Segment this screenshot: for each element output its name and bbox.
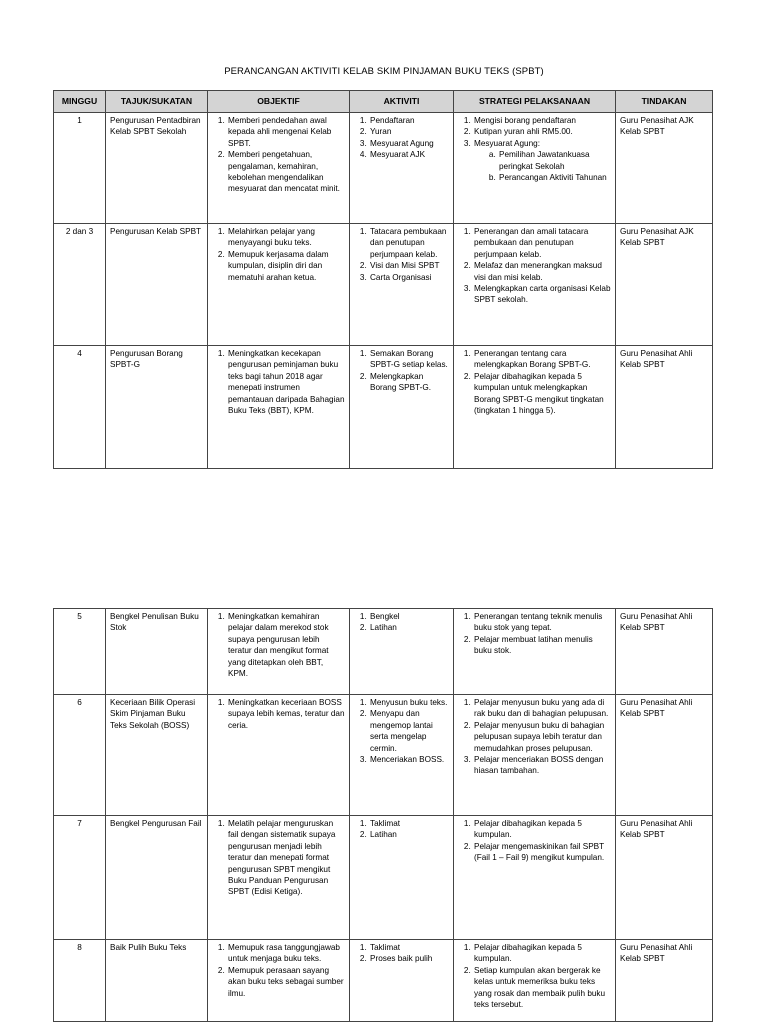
tindakan-cell: Guru Penasihat Ahli Kelab SPBT xyxy=(616,940,713,1022)
list-item: 1. Pelajar dibahagikan kepada 5 kumpulan. xyxy=(473,818,611,841)
tajuk-cell: Baik Pulih Buku Teks xyxy=(106,940,208,1022)
list-item: b. Perancangan Aktiviti Tahunan xyxy=(498,172,611,183)
list-item: 1. Taklimat xyxy=(369,818,449,829)
table-row xyxy=(54,940,713,1022)
list-item: 2. Menyapu dan mengemop lantai serta mengelap cermin. xyxy=(369,708,449,754)
minggu-cell: 5 xyxy=(54,609,106,695)
aktiviti-list xyxy=(354,611,449,634)
strategi-cell xyxy=(454,940,616,1022)
minggu-cell: 7 xyxy=(54,816,106,940)
list-item: 1. Meningkatkan keceriaan BOSS supaya lebih kemas, teratur dan ceria. xyxy=(227,697,345,731)
tindakan-cell: Guru Penasihat AJK Kelab SPBT xyxy=(616,113,713,224)
strategi-list xyxy=(458,348,611,416)
table-row xyxy=(54,113,713,224)
aktiviti-cell xyxy=(350,816,454,940)
objektif-list xyxy=(212,611,345,679)
table-header-row xyxy=(54,91,713,113)
header-tindakan: TINDAKAN xyxy=(616,91,713,113)
list-item: 1. Meningkatkan kemahiran pelajar dalam merekod stok supaya pengurusan lebih teratur dan mengikut format yang ditetapkan oleh BBT, KPM. xyxy=(227,611,345,679)
list-item: 1. Mengisi borang pendaftaran xyxy=(473,115,611,126)
table-row xyxy=(54,695,713,816)
aktiviti-list xyxy=(354,942,449,965)
list-item: 1. Bengkel xyxy=(369,611,449,622)
list-item: 2. Melafaz dan menerangkan maksud visi dan misi kelab. xyxy=(473,260,611,283)
activity-table-page-2 xyxy=(53,608,713,1022)
objektif-list xyxy=(212,115,345,195)
aktiviti-list xyxy=(354,348,449,394)
objektif-cell xyxy=(208,816,350,940)
list-item: 1. Pendaftaran xyxy=(369,115,449,126)
list-item: 3. Melengkapkan carta organisasi Kelab SPBT sekolah. xyxy=(473,283,611,306)
list-item: 1. Penerangan tentang teknik menulis buku stok yang tepat. xyxy=(473,611,611,634)
table-row xyxy=(54,816,713,940)
aktiviti-cell xyxy=(350,113,454,224)
list-item: 3. Mesyuarat Agung xyxy=(369,138,449,149)
list-item: 1. Semakan Borang SPBT-G setiap kelas. xyxy=(369,348,449,371)
list-item: 1. Menyusun buku teks. xyxy=(369,697,449,708)
aktiviti-cell xyxy=(350,609,454,695)
list-item: 2. Memberi pengetahuan, pengalaman, kemahiran, kebolehan mengendalikan mesyuarat dan mencatat minit. xyxy=(227,149,345,195)
list-item: 2. Latihan xyxy=(369,829,449,840)
tajuk-cell: Bengkel Pengurusan Fail xyxy=(106,816,208,940)
list-item: 1. Melatih pelajar menguruskan fail dengan sistematik supaya pengurusan menjadi lebih teratur dan menepati format pengurusan SPBT mengikut Buku Panduan Pengurusan SPBT (Edisi Ketiga). xyxy=(227,818,345,898)
strategi-cell xyxy=(454,346,616,469)
list-item: 1. Pelajar dibahagikan kepada 5 kumpulan. xyxy=(473,942,611,965)
header-minggu: MINGGU xyxy=(54,91,106,113)
list-item: 1. Pelajar menyusun buku yang ada di rak buku dan di bahagian pelupusan. xyxy=(473,697,611,720)
objektif-cell xyxy=(208,695,350,816)
aktiviti-list xyxy=(354,115,449,161)
list-item: 1. Memupuk rasa tanggungjawab untuk menjaga buku teks. xyxy=(227,942,345,965)
header-tajuk: TAJUK/SUKATAN xyxy=(106,91,208,113)
table-row xyxy=(54,346,713,469)
list-item: 1. Penerangan tentang cara melengkapkan Borang SPBT-G. xyxy=(473,348,611,371)
table-row xyxy=(54,224,713,346)
list-item: 2. Pelajar mengemaskinikan fail SPBT (Fail 1 – Fail 9) mengikut kumpulan. xyxy=(473,841,611,864)
minggu-cell: 2 dan 3 xyxy=(54,224,106,346)
strategi-cell xyxy=(454,224,616,346)
header-strategi: STRATEGI PELAKSANAAN xyxy=(454,91,616,113)
strategi-list xyxy=(458,697,611,777)
tindakan-cell: Guru Penasihat Ahli Kelab SPBT xyxy=(616,609,713,695)
strategi-sub-list xyxy=(474,149,611,183)
strategi-cell xyxy=(454,695,616,816)
list-item: 2. Pelajar dibahagikan kepada 5 kumpulan untuk melengkapkan Borang SPBT-G mengikut tingkatan (tingkatan 1 hingga 5). xyxy=(473,371,611,417)
objektif-list xyxy=(212,942,345,999)
list-item: 3. Menceriakan BOSS. xyxy=(369,754,449,765)
list-item: 1. Meningkatkan kecekapan pengurusan peminjaman buku teks bagi tahun 2018 agar menepati instrumen pemantauan daripada Bahagian Buku Teks (BBT), KPM. xyxy=(227,348,345,416)
list-item: 1. Memberi pendedahan awal kepada ahli mengenai Kelab SPBT. xyxy=(227,115,345,149)
list-item: 2. Latihan xyxy=(369,622,449,633)
objektif-list xyxy=(212,818,345,898)
strategi-cell xyxy=(454,113,616,224)
objektif-list xyxy=(212,348,345,416)
objektif-list xyxy=(212,697,345,731)
table-row xyxy=(54,609,713,695)
minggu-cell: 1 xyxy=(54,113,106,224)
minggu-cell: 4 xyxy=(54,346,106,469)
aktiviti-list xyxy=(354,818,449,841)
tajuk-cell: Pengurusan Pentadbiran Kelab SPBT Sekolah xyxy=(106,113,208,224)
tajuk-cell: Pengurusan Borang SPBT-G xyxy=(106,346,208,469)
strategi-cell xyxy=(454,816,616,940)
list-item: 2. Pelajar menyusun buku di bahagian pelupusan supaya lebih teratur dan memudahkan proses pelupusan. xyxy=(473,720,611,754)
aktiviti-list xyxy=(354,697,449,765)
objektif-cell xyxy=(208,113,350,224)
list-item: 1. Tatacara pembukaan dan penutupan perjumpaan kelab. xyxy=(369,226,449,260)
list-item: 2. Pelajar membuat latihan menulis buku stok. xyxy=(473,634,611,657)
tajuk-cell: Bengkel Penulisan Buku Stok xyxy=(106,609,208,695)
minggu-cell: 6 xyxy=(54,695,106,816)
aktiviti-cell xyxy=(350,695,454,816)
list-item: 3. Pelajar menceriakan BOSS dengan hiasan tambahan. xyxy=(473,754,611,777)
list-item: 2. Melengkapkan Borang SPBT-G. xyxy=(369,371,449,394)
header-aktiviti: AKTIVITI xyxy=(350,91,454,113)
objektif-list xyxy=(212,226,345,283)
objektif-cell xyxy=(208,940,350,1022)
list-item: 2. Proses baik pulih xyxy=(369,953,449,964)
document-title: PERANCANGAN AKTIVITI KELAB SKIM PINJAMAN BUKU TEKS (SPBT) xyxy=(224,66,544,77)
objektif-cell xyxy=(208,609,350,695)
activity-table-page-1 xyxy=(53,90,713,469)
tajuk-cell: Pengurusan Kelab SPBT xyxy=(106,224,208,346)
aktiviti-cell xyxy=(350,940,454,1022)
list-item: a. Pemilihan Jawatankuasa peringkat Sekolah xyxy=(498,149,611,172)
list-item: 1. Taklimat xyxy=(369,942,449,953)
aktiviti-cell xyxy=(350,346,454,469)
tindakan-cell: Guru Penasihat Ahli Kelab SPBT xyxy=(616,346,713,469)
tajuk-cell: Keceriaan Bilik Operasi Skim Pinjaman Buku Teks Sekolah (BOSS) xyxy=(106,695,208,816)
objektif-cell xyxy=(208,224,350,346)
strategi-list xyxy=(458,611,611,657)
strategi-cell xyxy=(454,609,616,695)
list-item: 2. Memupuk perasaan sayang akan buku teks sebagai sumber ilmu. xyxy=(227,965,345,999)
list-item: 4. Mesyuarat AJK xyxy=(369,149,449,160)
list-item: 2. Setiap kumpulan akan bergerak ke kelas untuk memeriksa buku teks yang rosak dan membaik pulih buku teks tersebut. xyxy=(473,965,611,1011)
list-item: 3. Carta Organisasi xyxy=(369,272,449,283)
aktiviti-cell xyxy=(350,224,454,346)
aktiviti-list xyxy=(354,226,449,283)
strategi-list xyxy=(458,818,611,864)
list-item: 2. Yuran xyxy=(369,126,449,137)
list-item: 1. Melahirkan pelajar yang menyayangi buku teks. xyxy=(227,226,345,249)
objektif-cell xyxy=(208,346,350,469)
tindakan-cell: Guru Penasihat Ahli Kelab SPBT xyxy=(616,695,713,816)
list-item: 1. Penerangan dan amali tatacara pembukaan dan penutupan perjumpaan kelab. xyxy=(473,226,611,260)
tindakan-cell: Guru Penasihat Ahli Kelab SPBT xyxy=(616,816,713,940)
strategi-list xyxy=(458,226,611,306)
strategi-list xyxy=(458,115,611,183)
list-item: 2. Visi dan Misi SPBT xyxy=(369,260,449,271)
tindakan-cell: Guru Penasihat AJK Kelab SPBT xyxy=(616,224,713,346)
header-objektif: OBJEKTIF xyxy=(208,91,350,113)
strategi-list xyxy=(458,942,611,1010)
list-item: 3. Mesyuarat Agung: a. Pemilihan Jawatankuasa peringkat Sekolah b. Perancangan Aktiviti Tahunan xyxy=(473,138,611,184)
minggu-cell: 8 xyxy=(54,940,106,1022)
list-item: 2. Kutipan yuran ahli RM5.00. xyxy=(473,126,611,137)
list-item: 2. Memupuk kerjasama dalam kumpulan, disiplin diri dan mematuhi arahan ketua. xyxy=(227,249,345,283)
